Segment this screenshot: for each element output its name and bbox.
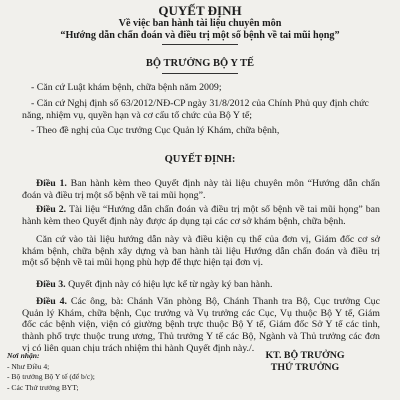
article-3-text: Quyết định này có hiệu lực kể từ ngày ký ban hành. [65, 279, 273, 290]
basis-item-2: - Căn cứ Nghị định số 63/2012/NĐ-CP ngày 31/8/2012 của Chính Phủ quy định chức năng, nhiệm vụ, quyền hạn và cơ cấu tổ chức của Bộ Y tế; [22, 98, 369, 121]
signature-line-1: KT. BỘ TRƯỞNG [265, 350, 345, 361]
article-1-text: Ban hành kèm theo Quyết định này tài liệu chuyên môn “Hướng dẫn chẩn đoán và điều trị một số bệnh về tai mũi họng”. [22, 178, 380, 201]
article-1-label: Điều 1. [36, 178, 67, 189]
recipient-item-3: - Các Thứ trưởng BYT; [7, 382, 79, 392]
subject-line-2: “Hướng dẫn chẩn đoán và điều trị một số bệnh về tai mũi họng” [60, 29, 340, 41]
subject-line-1: Về việc ban hành tài liệu chuyên môn [118, 18, 282, 29]
recipient-item-1: - Như Điều 4; [7, 361, 50, 371]
signature-block [210, 350, 400, 374]
issuer-divider [162, 73, 238, 74]
article-4-label: Điều 4. [36, 296, 68, 307]
article-2-paragraph [22, 234, 380, 269]
recipients-block [7, 351, 157, 393]
article-4-text: Các ông, bà: Chánh Văn phòng Bộ, Chánh Thanh tra Bộ, Cục trưởng Cục Quản lý Khám, chữa bệnh, Cục trưởng và Vụ trưởng các Cục, Vụ thuộc Bộ Y tế, Giám đốc các bệnh viện, viện có giường bệnh trực thuộc Bộ Y tế, Giám đốc Sở Y tế các tỉnh, thành phố trực thuộc trung ương, Thủ trưởng Y tế các Bộ, Ngành và Thủ trưởng các đơn vị có liên quan chịu trách nhiệm thi hành Quyết định này./. [22, 296, 380, 354]
issuer-heading: BỘ TRƯỞNG BỘ Y TẾ [145, 58, 255, 69]
signature-line-2: THỨ TRƯỞNG [270, 362, 340, 373]
article-3-label: Điều 3. [36, 279, 66, 290]
recipients-heading: Nơi nhận: [7, 351, 40, 360]
document-subject [0, 18, 400, 41]
basis-item-3: - Theo đề nghị của Cục trưởng Cục Quản lý Khám, chữa bệnh, [31, 125, 280, 136]
article-1 [22, 178, 380, 201]
article-2 [22, 204, 380, 227]
article-2-text: Tài liệu “Hướng dẫn chẩn đoán và điều trị một số bệnh về tai mũi họng” ban hành kèm theo Quyết định này được áp dụng tại các cơ sở khám bệnh, chữa bệnh. [22, 204, 380, 227]
article-4 [22, 296, 380, 355]
article-2-paragraph-text: Căn cứ vào tài liệu hướng dẫn này và điều kiện cụ thể của đơn vị, Giám đốc cơ sở khám bệnh, chữa bệnh xây dựng và ban hành tài liệu Hướng dẫn chẩn đoán và điều trị một số bệnh về tai mũi họng phù hợp để thực hiện tại đơn vị. [22, 234, 380, 269]
article-3 [22, 279, 380, 291]
recipient-item-2: - Bộ trưởng Bộ Y tế (để b/c); [7, 372, 95, 381]
basis-item-1: - Căn cứ Luật khám bệnh, chữa bệnh năm 2009; [31, 82, 222, 93]
decision-heading: QUYẾT ĐỊNH: [164, 154, 236, 165]
title-divider [162, 44, 238, 45]
article-2-label: Điều 2. [36, 204, 67, 215]
document-title: QUYẾT ĐỊNH [158, 3, 242, 18]
